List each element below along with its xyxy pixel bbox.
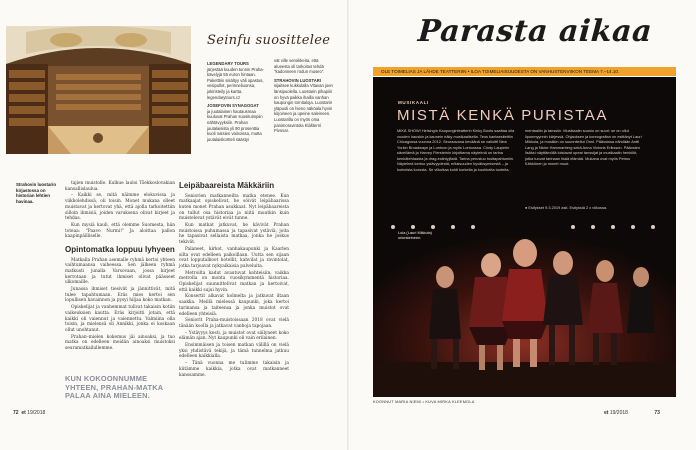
theme-banner-text: OLE TOIMELIAS JA LÄHDE TEATTERIIN • ILOA TOIMELIAISUUDESTA ON VANHUSTENVIIKON TEEMA 7.–14.10. xyxy=(381,69,620,74)
folio-right xyxy=(604,410,660,416)
page-number: 73 xyxy=(654,410,660,416)
library-illustration xyxy=(6,26,191,154)
paragraph: Kun matkat jatkuvat, he kävivät Prahan muistoissa puhumassa ja tapasivat ystäviä, joita he tapasivat sellaista matkaa, jonka he joskus tekivät. xyxy=(179,223,289,246)
article-column-1 xyxy=(65,181,175,353)
feature-kicker: MUSIKAALI xyxy=(398,100,429,105)
sidebar-subhead: JOSEFOVIN SYNAGOGAT xyxy=(207,103,259,109)
paragraph: Matkalla Prahan asemalle ryhmä kertoi yhteen vaihtumaansa vaiheessa. Sen jälkeen ryhmä matkusti junalla Varsovaan, jossa kirjeet kerrotaan ja tutut ihmiset olivat päässeet ulkomaille. xyxy=(65,257,175,286)
paragraph: Seniorit Praha-muistoissaan 2018 ovat vielä tänään koolla ja jatkavat vanhoja tapojaan. xyxy=(179,318,289,329)
section-heading: Leipäbaareista Mäkkäriin xyxy=(179,181,275,190)
paragraph: – Ystävyys kesti, ja muistot ovat säilyneet koko elämän ajan. Nyt kaupunki oli vain erilainen. xyxy=(179,330,289,342)
photo-caption: Strahovin luostarin kirjastossa on historian lehtien havinaa. xyxy=(16,182,57,204)
page-number: 72 xyxy=(13,410,19,416)
sidebar-heading: Seinfu suosittelee xyxy=(207,33,331,48)
paragraph: Prahan–mielen kokemus jäi ainoaksi, ja tuo matka on edelleen meidän ainoaksi muistoksi seuramatkailullemme. xyxy=(65,334,175,352)
performance-info: ● Esitykset 9.3.2019 asti. Esityksiä 2 x viikossa. xyxy=(525,205,608,210)
paragraph: Kun mysiä kauli, että olemme Suomesta, hän toteaa: "Paavo Nurmi!" Ja aloittaa pallon kaapinpäilliselle. xyxy=(65,222,175,240)
magazine-name: et xyxy=(604,410,609,416)
paragraph: tajien muistolle. Kulkue lauloi Tšekkoslovakian kansallislaulua. xyxy=(65,181,175,192)
paragraph: Palaneet, kirkot, vanhakaupunki ja Kaarlen silta ovat edelleen paikoillaan. Uutta sen sijaan ovat lopputalkoot hotellit, kahvilat ja ravintolat, jotka tarjoavat nykyaikaisia palveluita. xyxy=(179,246,289,269)
library-photo xyxy=(6,26,191,154)
paragraph: – Tänä vuonna me tulimme takaisin ja kiitämme kaikkia, jotka ovat matkanneet kanssamme. xyxy=(179,361,289,378)
pull-quote: KUN KOKOONNUMME YHTEEN, PRAHAN-MATKA PALAA AINA MIELEEN. xyxy=(65,374,164,401)
theme-banner xyxy=(373,67,676,76)
magazine-name: et xyxy=(21,410,26,416)
paragraph: – Kaikki se, mitä näimme elokuvissa ja viikkolehdissä, oli toisin. Monet mukana olleet muistavat ja kertovat yhä, että ajolla tarkoitettiin silloin ihmisiä, joiden varuksena olivat kirjeet ja tehdas. xyxy=(65,193,175,222)
issue-number: 19/2018 xyxy=(27,410,46,416)
credits-line: KOONNUT MARIA NIEMI • KUVA MIRKA KLEEMOLA xyxy=(373,399,475,404)
sidebar-text: järjestää kuuden tunnin Praha-kävelyjä 55 euron hintaan. Paketttiin sisältyy väli opastus, vesipullot, perinneliuonsa, jokiristeily ja kartta. legendarytours.cz xyxy=(207,66,265,100)
folio-left xyxy=(13,410,45,416)
sidebar-subhead: LEGENDARY TOURS xyxy=(207,61,249,66)
feature-title: MISTÄ KENKÄ PURISTAA xyxy=(397,107,608,124)
paragraph: Opiskelijat ja vanhemmat tulivat takaisin kotiin vaikeuksien kautta. Eräs kirjoitti jotain, että kaikki oli vaiennut ja vaiennettu. Valmiina olla toisin, ja mielensä oli Annikki, jonka ei koskaan ollut unohtanut. xyxy=(65,305,175,333)
paragraph: Ensimmäisen ja toisen matkan välillä on vielä yksi yhdistävä tekijä, ja tämä tunnelma jatkuu edelleen kaikkialla. xyxy=(179,343,289,360)
paragraph: Metroilta kadut avautuvat kohteisiin, vaikka metrolla on monta vuosikymmentä historiaa. Opiskelijat suunnittelivat matkan ja kertoivat, että kaikki sujui hyvin. xyxy=(179,270,289,293)
feature-text-column-b: mentaaliin ja tanssiin. Musikaalin suosio on suuri: se on ollut lipunmyynnin kärjessä. Ohjauksen ja koreografian on esittänyt Lauri Mikkola, ja musiikin on suunnitellut Onni. Pääosissa nähdään Antti Lang ja Nicke Hammarberg sekä Anna Victoria Eriksson. Pääosien lisäksi näyttämöllä loistavat upeat tanssijat ja musikaalin henkilöt, jotka tuovat tarinaan lisää elämää. Mukana ovat myös Petrus Kähkönen ja monet muut. xyxy=(525,128,642,166)
sidebar-text: sijaitsee kukkulalla Vltavan joen länsipuolella. Luostarin pihapiiri on hyvä paikka ihailla vanhan kaupungin tornitaloja. Luostarin yläpuoli on hieno näköala hyvin kirjoineen ja upeine saleineen. Luostarilla on myös oma panimoravintola Klášterní Pivovar. xyxy=(274,83,333,134)
sidebar-text: vät ville veroikkeita, että alueesta oli tarkoitus tehdä "kadonneen rodun museo". xyxy=(274,58,325,75)
sidebar-subhead: STRAHOVIN LUOSTARI xyxy=(274,77,321,83)
sidebar-column-b xyxy=(274,58,334,134)
paragraph: Konsertit alkavat kolmelta ja jatkuvat iltaan saakka. Meillä mielessä kaupunki, joka kertoi tarinansa ja taiteensa ja jonka muistot ovat edelleen yhteisiä. xyxy=(179,294,289,317)
article-column-2 xyxy=(179,176,289,379)
paragraph: Seniorien matkanneilta matka etenee. Kun matkaajat opiskelivat, he söivät leipäbaarissa kuten monet Prahan asukkaat. Nyt leipäbaareista on tullut osa historiaa ja niitä muutkin kuin muistelevat ystävät eivät tunne. xyxy=(179,193,289,222)
stage-photo-caption: Lola (Lauri Mikkola) orkesteineen. xyxy=(398,230,432,241)
issue-number: 19/2018 xyxy=(609,410,628,416)
paragraph: Junassa ihmiset tiesivät ja jännittivät, mitä tulee tapahtumaan. Eräs mies kertoi sen lopullisen havainnon ja pysyi hiljaa koko matkan. xyxy=(65,287,175,304)
section-heading: Opintomatka loppuu lyhyeen xyxy=(65,245,175,255)
sidebar-column-a xyxy=(207,58,267,142)
page-gutter xyxy=(347,0,349,450)
section-title: Parasta aikaa xyxy=(416,14,654,49)
feature-text-column-a: MIKÄ SHOW! Helsingin Kaupunginteatterin Kinky Boots saattaa olla vuoden hauskin ja kaunein näky musikaalisella. Teos kantaesitettiin Chicagossa vuonna 2012. Seuraavana keväänä se valloitti New Yorkin Broadwayn ja Lontoon ja myös Lontoossa. Cindy Lauperin sävellämä ja Harvey Fiersteinin kirjoittama näytelmä on tarina kenkätehtaasta ja drag-esiintyjästä. Tarina perustuu tositapahtumiin. Näytelmä kertoo ystävyydestä, erilaisuuden hyväksymisestä – ja korkeista korosta. Se vilkuttaa kohti korkeita ja kuohkeita tunteita. xyxy=(397,128,515,172)
sidebar-text: ja juutalainen hautausmaa kuuluvat Prahan suosituimpiin nähtävyyksiin. Prahan juutalaisista yli 90 prosenttia kuoli natsien vainoissa, mutta juutalaiskortteli säästyi xyxy=(207,108,263,142)
